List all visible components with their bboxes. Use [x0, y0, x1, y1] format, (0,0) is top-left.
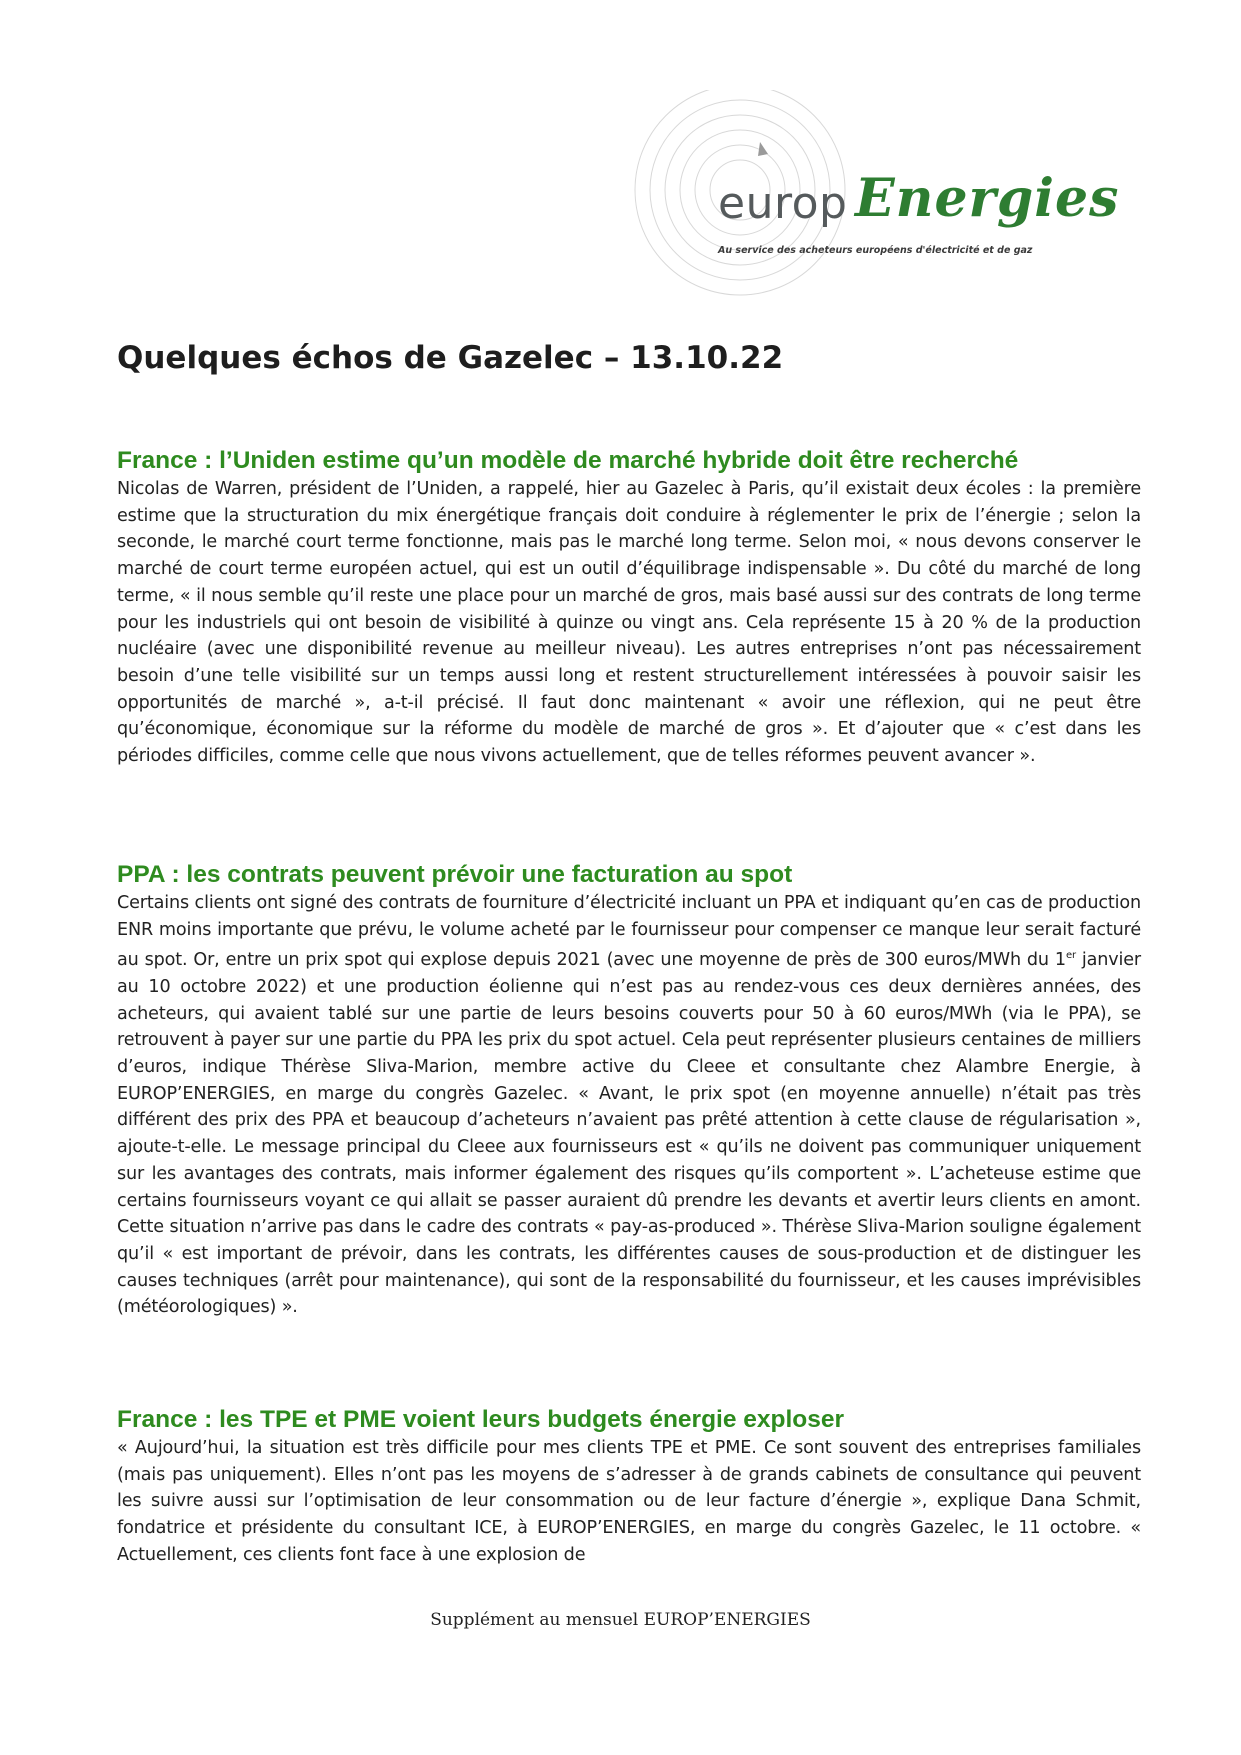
superscript-er: er [1065, 950, 1076, 962]
logo-europ-text: europ [718, 178, 848, 229]
page-footer: Supplément au mensuel EUROP’ENERGIES [430, 1610, 811, 1630]
article-heading: PPA : les contrats peuvent prévoir une facturation au spot [117, 861, 793, 888]
logo-tagline: Au service des acheteurs européens d'électricité et de gaz [718, 245, 1033, 256]
article-heading: France : les TPE et PME voient leurs budgets énergie exploser [117, 1406, 845, 1433]
article-body: « Aujourd’hui, la situation est très difficile pour mes clients TPE et PME. Ce sont souvent des entreprises familiales (mais pas uniquement). Elles n’ont pas les moyens de s’adresser à de grands cabinets de consultance qui peuvent les suivre aussi sur l’optimisation de leur consommation ou de leur facture d’énergie », explique Dana Schmit, fondatrice et présidente du consultant ICE, à EUROP’ENERGIES, en marge du congrès Gazelec, le 11 octobre. « Actuellement, ces clients font face à une explosion de [117, 1438, 1141, 1565]
europ-energies-logo [600, 90, 1120, 310]
article-ppa [117, 860, 1141, 1321]
logo-energies-text: Energies [855, 168, 1120, 229]
article-body-part-b: janvier au 10 octobre 2022) et une production éolienne qui n’est pas au rendez-vous ces deux dernières années, des acheteurs, qui avaient tablé sur une partie de leurs besoins couverts pour 50 à 60 euros/MWh (via le PPA), se retrouvent à payer sur une partie du PPA les prix du spot actuel. Cela peut représenter plusieurs centaines de milliers d’euros, indique Thérèse Sliva-Marion, membre active du Cleee et consultante chez Alambre Energie, à EUROP’ENERGIES, en marge du congrès Gazelec. « Avant, le prix spot (en moyenne annuelle) n’était pas très différent des prix des PPA et beaucoup d’acheteurs n’avaient pas prêté attention à cette clause de régularisation », ajoute-t-elle. Le message principal du Cleee aux fournisseurs est « qu’ils ne doivent pas communiquer uniquement sur les avantages des contrats, mais informer également des risques qu’ils comportent ». L’acheteuse estime que certains fournisseurs voyant ce qui allait se passer auraient dû prendre les devants et avertir leurs clients en amont. Cette situation n’arrive pas dans le cadre des contrats « pay-as-produced ». Thérèse Sliva-Marion souligne également qu’il « est important de prévoir, dans les contrats, les différentes causes de sous-production et de distinguer les causes techniques (arrêt pour maintenance), qui sont de la responsabilité du fournisseur, et les causes imprévisibles (météorologiques) ». [117, 950, 1141, 1318]
article-uniden [117, 446, 1141, 770]
article-body [117, 890, 1141, 1321]
page-title: Quelques échos de Gazelec – 13.10.22 [117, 340, 784, 376]
article-body-part-a: Certains clients ont signé des contrats de fourniture d’électricité incluant un PPA et indiquant qu’en cas de production ENR moins importante que prévu, le volume acheté par le fournisseur pour compenser ce manque leur serait facturé au spot. Or, entre un prix spot qui explose depuis 2021 (avec une moyenne de près de 300 euros/MWh du 1 [117, 893, 1141, 971]
article-body: Nicolas de Warren, président de l’Uniden, a rappelé, hier au Gazelec à Paris, qu’il existait deux écoles : la première estime que la structuration du mix énergétique français doit conduire à réglementer le prix de l’énergie ; selon la seconde, le marché court terme fonctionne, mais pas le marché long terme. Selon moi, « nous devons conserver le marché de court terme européen actuel, qui est un outil d’équilibrage indispensable ». Du côté du marché de long terme, « il nous semble qu’il reste une place pour un marché de gros, mais basé aussi sur des contrats de long terme pour les industriels qui ont besoin de visibilité à quinze ou vingt ans. Cela représente 15 à 20 % de la production nucléaire (avec une disponibilité revenue au meilleur niveau). Les autres entreprises n’ont pas nécessairement besoin d’une telle visibilité sur un temps aussi long et restent structurellement intéressées à pouvoir saisir les opportunités de marché », a-t-il précisé. Il faut donc maintenant « avoir une réflexion, qui ne peut être qu’économique, économique sur la réforme du modèle de marché de gros ». Et d’ajouter que « c’est dans les périodes difficiles, comme celle que nous vivons actuellement, que de telles réformes peuvent avancer ». [117, 479, 1141, 767]
article-tpe-pme [117, 1405, 1141, 1569]
article-heading: France : l’Uniden estime qu’un modèle de marché hybride doit être recherché [117, 447, 1019, 474]
